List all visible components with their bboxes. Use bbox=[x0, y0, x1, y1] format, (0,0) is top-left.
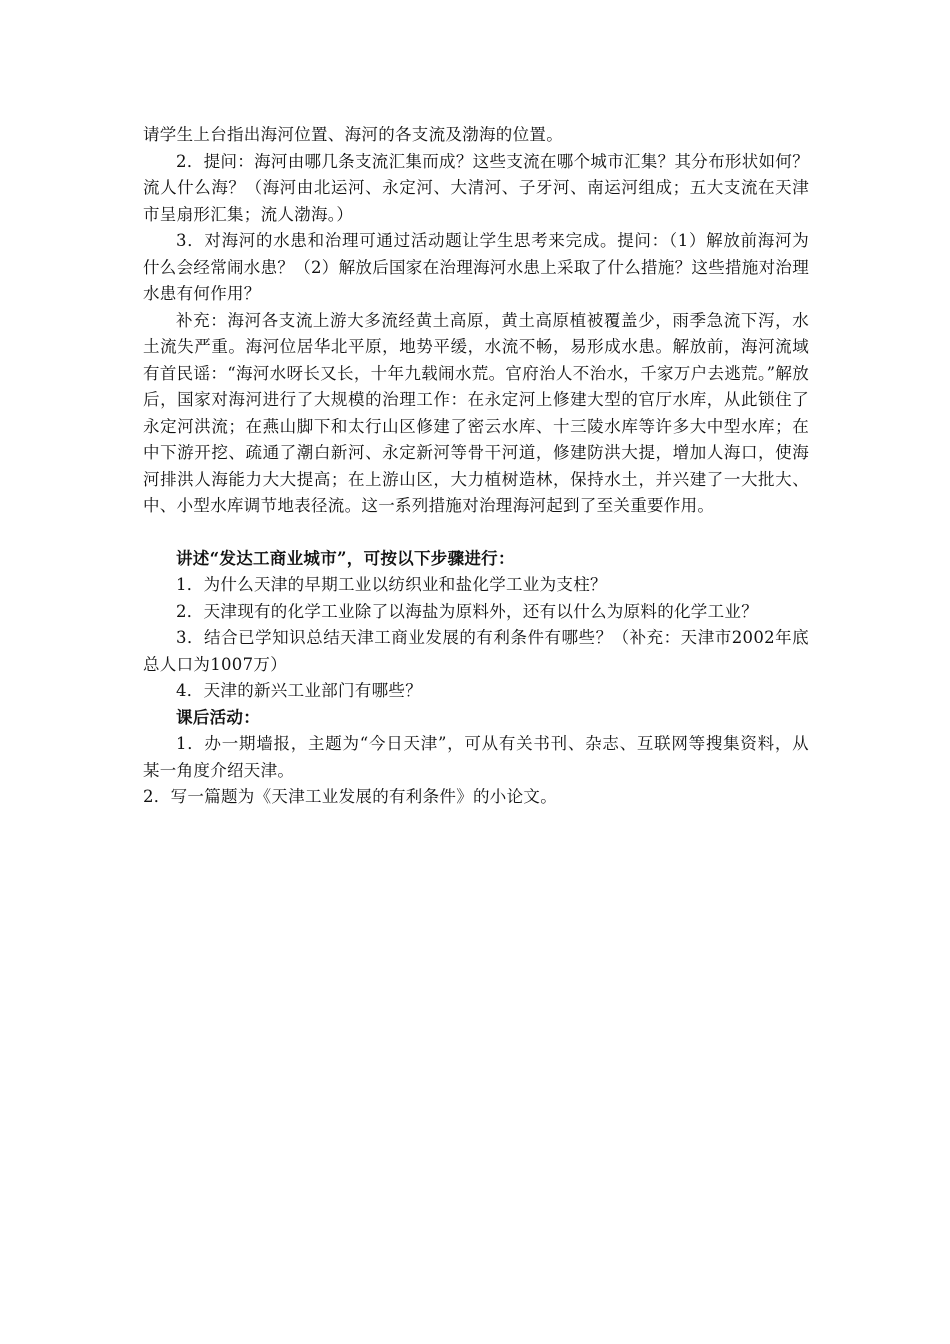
city-section-heading: 讲述“发达工商业城市”，可按以下步骤进行： bbox=[176, 548, 515, 568]
supplement-paragraph: 补充：海河各支流上游大多流经黄土高原，黄土高原植被覆盖少，雨季急流下泻，水土流失严重。海河位居华北平原，地势平缓，水流不畅，易形成水患。解放前，海河流域有首民谣：“海河水呀长又长，十年九载闹水荒。官府治人不治水，千家万户去逃荒。”解放后，国家对海河进行了大规模的治理工作：在永定河上修建大型的官厅水库，从此锁住了永定河洪流；在燕山脚下和太行山区修建了密云水库、十三陵水库等许多大中型水库；在中下游开挖、疏通了潮白新河、永定新河等骨干河道，修建防洪大提，增加人海口，使海河排洪人海能力大大提高；在上游山区，大力植树造林，保持水土，并兴建了一大批大、中、小型水库调节地表径流。这一系列措施对治理海河起到了至关重要作用。 bbox=[143, 310, 809, 515]
city-question-4: 4．天津的新兴工业部门有哪些？ bbox=[176, 681, 422, 700]
activity-item-1: 1．办一期墙报，主题为“今日天津”，可从有关书刊、杂志、互联网等搜集资料，从某一角度介绍天津。 bbox=[143, 734, 809, 780]
activity-item-2: 2．写一篇题为《天津工业发展的有利条件》的小论文。 bbox=[143, 787, 557, 806]
section-spacer bbox=[143, 520, 809, 546]
city-question-1: 1．为什么天津的早期工业以纺织业和盐化学工业为支柱？ bbox=[176, 575, 607, 594]
intro-paragraph: 请学生上台指出海河位置、海河的各支流及渤海的位置。 bbox=[143, 125, 563, 144]
question-3-paragraph: 3．对海河的水患和治理可通过活动题让学生思考来完成。提问：（1）解放前海河为什么会经常闹水患？（2）解放后国家在治理海河水患上采取了什么措施？这些措施对治理水患有何作用？ bbox=[143, 231, 809, 303]
document-page bbox=[143, 122, 809, 811]
city-question-3: 3．结合已学知识总结天津工商业发展的有利条件有哪些？（补充：天津市2002年底总人口为1007万） bbox=[143, 628, 809, 674]
activity-section-heading: 课后活动： bbox=[176, 707, 260, 727]
question-2-paragraph: 2．提问：海河由哪几条支流汇集而成？这些支流在哪个城市汇集？其分布形状如何？流人什么海？（海河由北运河、永定河、大清河、子牙河、南运河组成；五大支流在天津市呈扇形汇集；流人渤海。） bbox=[143, 151, 809, 224]
city-question-2: 2．天津现有的化学工业除了以海盐为原料外，还有以什么为原料的化学工业？ bbox=[176, 601, 758, 621]
